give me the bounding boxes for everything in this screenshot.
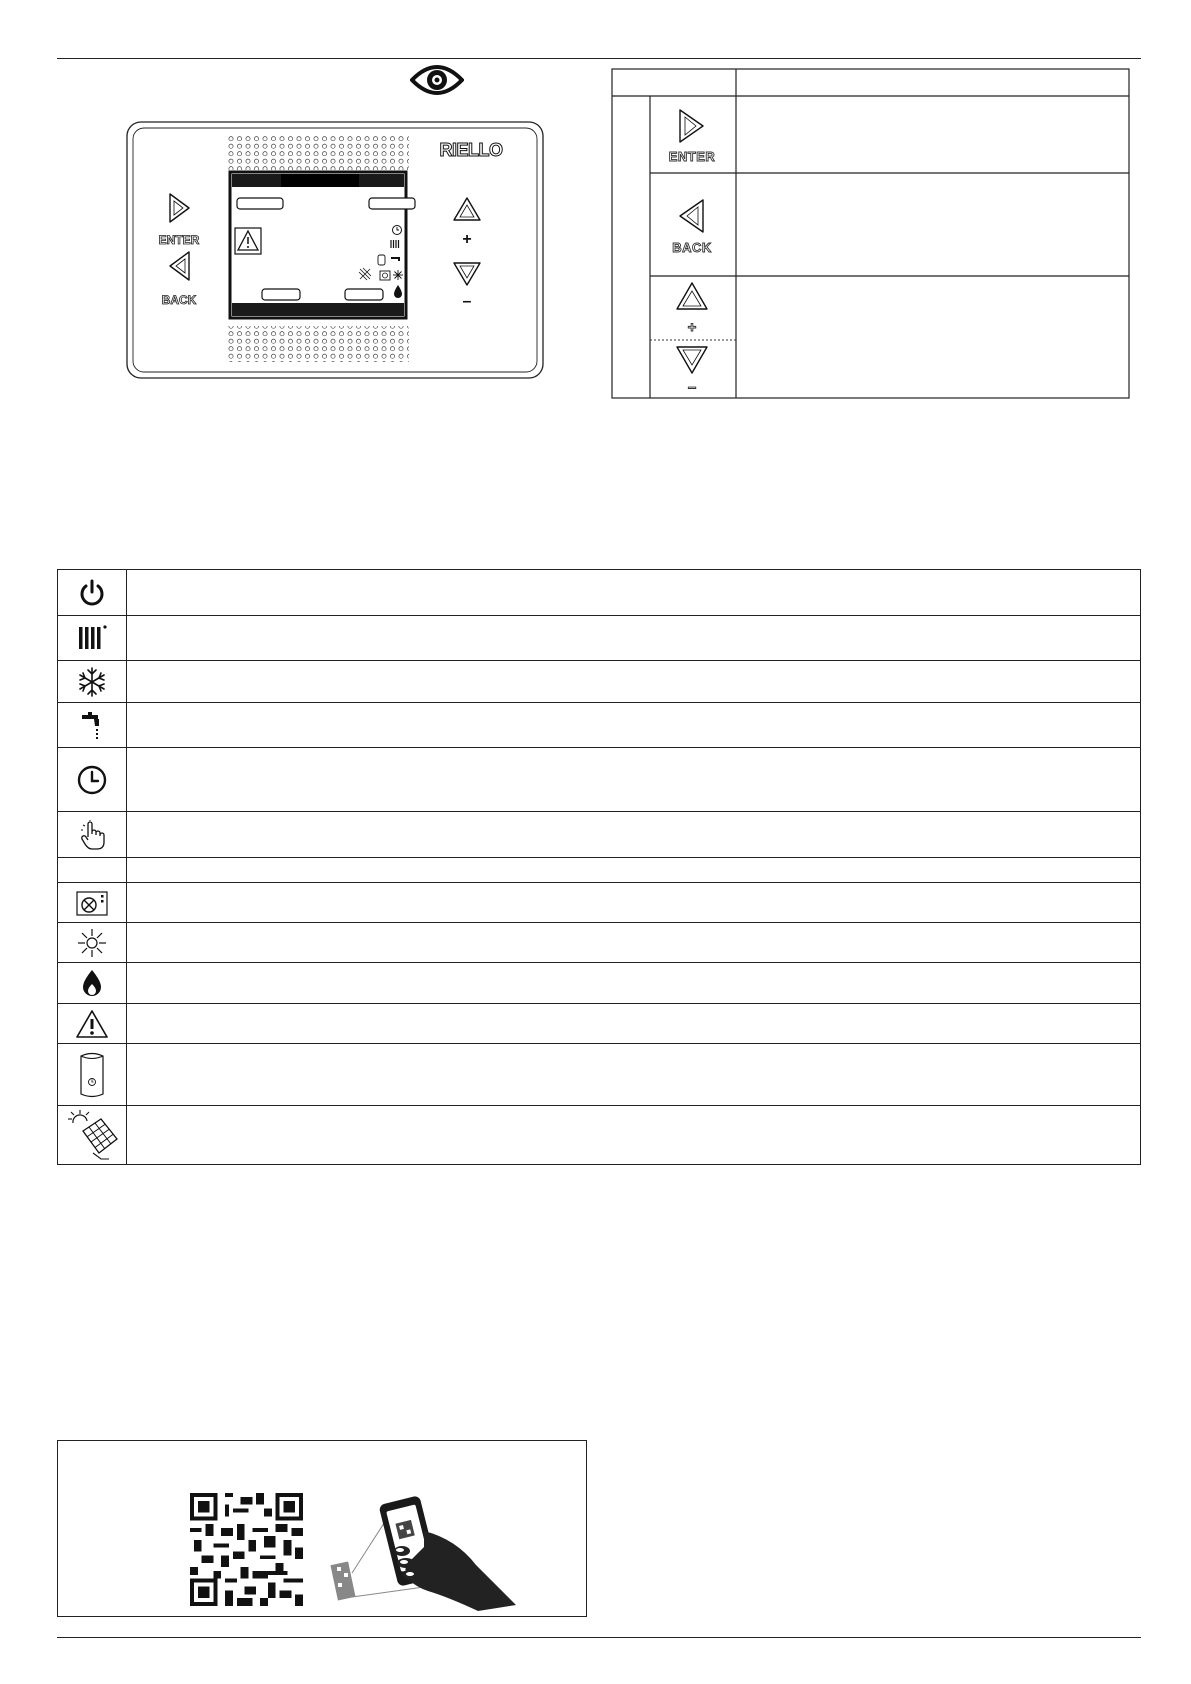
sun-icon <box>76 927 108 959</box>
controls-enter-label: ENTER <box>668 149 716 164</box>
qr-code[interactable] <box>190 1493 303 1606</box>
minus-label: – <box>462 293 472 310</box>
control-panel-drawing <box>125 120 545 380</box>
table-row <box>58 570 1141 616</box>
solar-panel-icon <box>65 1109 119 1161</box>
warning-icon <box>74 1008 110 1040</box>
circulator-icon <box>75 888 109 918</box>
radiator-icon <box>76 623 108 653</box>
controls-table <box>611 68 1130 399</box>
plus-label: + <box>462 231 472 248</box>
brand-logo: RIELLO <box>439 140 503 160</box>
table-row <box>58 748 1141 812</box>
tap-icon <box>77 709 107 741</box>
table-row <box>58 858 1141 883</box>
table-row <box>58 1004 1141 1044</box>
eye-icon <box>410 62 464 98</box>
table-row <box>58 1106 1141 1165</box>
table-row <box>58 703 1141 748</box>
flame-icon <box>79 968 105 998</box>
controls-plus-label: + <box>687 319 697 336</box>
tank-icon <box>78 1050 106 1100</box>
table-row <box>58 923 1141 963</box>
snowflake-icon <box>76 666 108 698</box>
top-rule <box>57 58 1141 59</box>
table-row <box>58 661 1141 703</box>
table-row <box>58 616 1141 661</box>
hand-icon <box>77 819 107 851</box>
table-row <box>58 963 1141 1004</box>
table-row <box>58 883 1141 923</box>
controls-back-label: BACK <box>672 240 712 255</box>
enter-label: ENTER <box>158 233 200 247</box>
bottom-rule <box>57 1637 1141 1638</box>
table-row <box>58 1044 1141 1106</box>
display-screen <box>230 172 415 318</box>
symbols-table <box>57 569 1141 1165</box>
back-label: BACK <box>161 293 197 307</box>
clock-icon <box>76 764 108 796</box>
phone-scanning-illustration <box>328 1487 518 1611</box>
power-icon <box>77 578 107 608</box>
table-row <box>58 812 1141 858</box>
controls-minus-label: – <box>687 379 697 396</box>
qr-code-box <box>57 1440 587 1617</box>
